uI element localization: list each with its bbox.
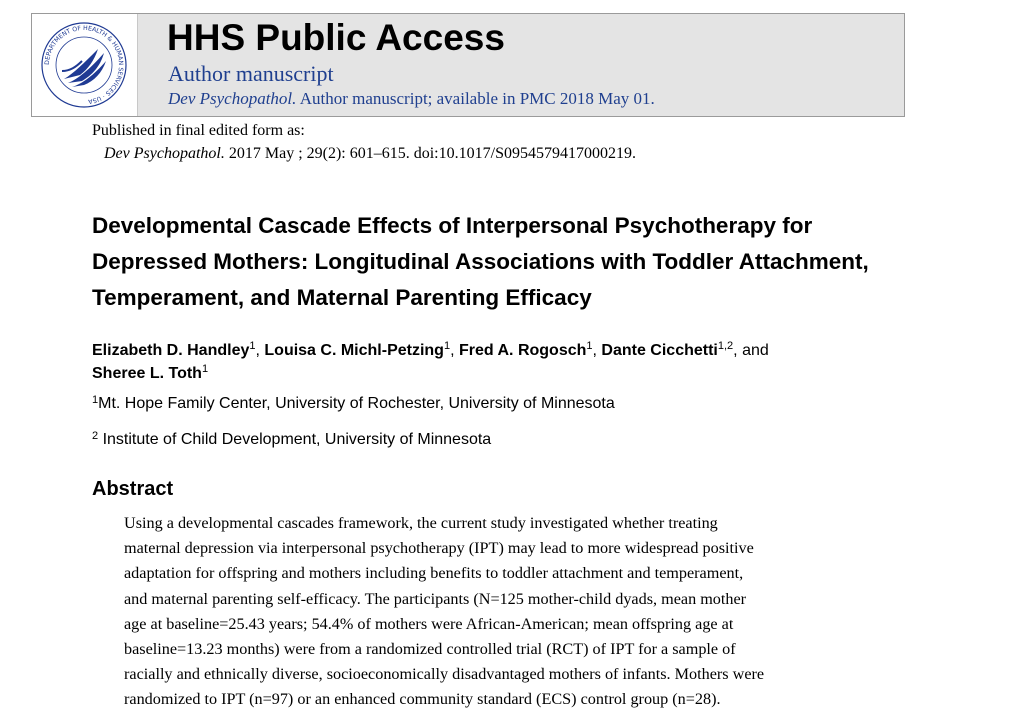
- abstract-line: Using a developmental cascades framework, the current study investigated whether treating: [124, 514, 718, 532]
- banner-title: HHS Public Access: [167, 17, 505, 58]
- author-list: [92, 339, 892, 385]
- hhs-banner: [31, 13, 905, 117]
- abstract-line: baseline=13.23 months) were from a randomized controlled trial (RCT) of IPT for a sample of: [124, 640, 736, 659]
- hhs-logo: [32, 14, 138, 116]
- abstract-line: adaptation for offspring and mothers including benefits to toddler attachment and temperament,: [124, 564, 744, 583]
- published-citation: [104, 145, 636, 163]
- paper-title: Developmental Cascade Effects of Interpersonal Psychotherapy for Depressed Mothers: Longitudinal Associations with Toddler Attachment, Temperament, and Maternal Parenting Efficacy: [92, 213, 869, 310]
- author-name: Louisa C. Michl-Petzing: [264, 342, 444, 359]
- hhs-eagle-icon: [40, 21, 128, 109]
- author-name: Elizabeth D. Handley: [92, 342, 250, 359]
- author-affiliation-mark: 1: [201, 363, 209, 375]
- author-name: Fred A. Rogosch: [458, 342, 587, 359]
- affiliation-mark: 2: [92, 430, 99, 442]
- published-details: 2017 May ; 29(2): 601–615. doi:10.1017/S0954579417000219.: [224, 145, 636, 162]
- abstract-body: [124, 511, 854, 713]
- published-label: Published in final edited form as:: [92, 122, 305, 139]
- author-name: Sheree L. Toth: [92, 365, 202, 382]
- author-affiliation-mark: 1: [443, 340, 451, 352]
- abstract-heading: Abstract: [92, 478, 174, 500]
- banner-citation-journal: Dev Psychopathol.: [168, 89, 297, 108]
- affiliation-2: [92, 431, 491, 449]
- banner-subtitle: Author manuscript: [168, 61, 334, 86]
- author-separator: ,: [450, 342, 459, 359]
- author-separator: , and: [733, 342, 769, 359]
- abstract-line: racially and ethnically diverse, socioeconomically disadvantaged mothers of infants. Mothers were: [124, 665, 765, 684]
- svg-text:DEPARTMENT OF HEALTH & HUMAN S: DEPARTMENT OF HEALTH & HUMAN SERVICES · USA: [43, 24, 125, 105]
- affiliation-1: [92, 395, 615, 413]
- author-name: Dante Cicchetti: [601, 342, 718, 359]
- author-affiliation-mark: 1: [586, 340, 593, 352]
- abstract-line: randomized to IPT (n=97) or an enhanced community standard (ECS) control group (n=28).: [124, 690, 721, 709]
- author-separator: ,: [255, 342, 265, 359]
- author-separator: ,: [592, 342, 602, 359]
- banner-citation-rest: Author manuscript; available in PMC 2018 May 01.: [296, 89, 655, 108]
- affiliation-mark: 1: [92, 394, 99, 406]
- abstract-line: and maternal parenting self-efficacy. The participants (N=125 mother-child dyads, mean mother: [124, 589, 747, 608]
- author-affiliation-mark: 1: [249, 340, 256, 352]
- banner-citation: [168, 89, 655, 109]
- abstract-line: age at baseline=25.43 years; 54.4% of mothers were African-American; mean offspring age at: [124, 614, 734, 633]
- affiliation-text: Mt. Hope Family Center, University of Rochester, University of Minnesota: [98, 395, 615, 412]
- author-affiliation-mark: 1,2: [717, 340, 734, 352]
- affiliation-text: Institute of Child Development, University of Minnesota: [98, 431, 492, 448]
- abstract-line: maternal depression via interpersonal psychotherapy (IPT) may lead to more widespread positive: [124, 539, 754, 558]
- published-journal: Dev Psychopathol.: [104, 145, 225, 162]
